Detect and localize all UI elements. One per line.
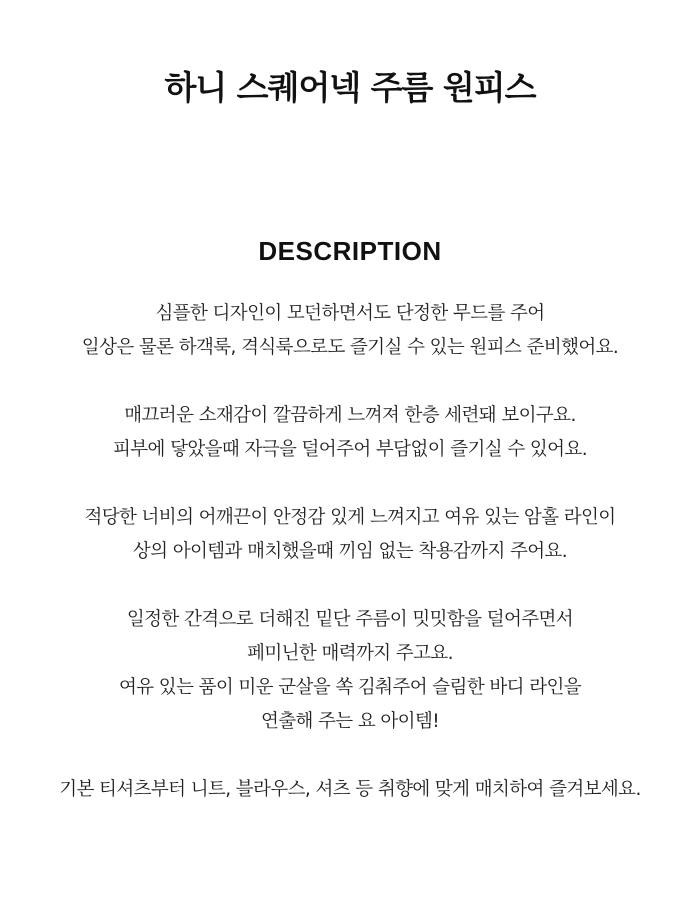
description-paragraph [20, 399, 680, 467]
description-paragraph [20, 297, 680, 365]
description-line: 적당한 너비의 어깨끈이 안정감 있게 느껴지고 여유 있는 암홀 라인이 [84, 507, 616, 528]
description-line: 연출해 주는 요 아이템! [260, 711, 440, 732]
description-line: 매끄러운 소재감이 깔끔하게 느껴져 한층 세련돼 보이구요. [124, 405, 576, 426]
description-line: 페미닌한 매력까지 주고요. [247, 643, 453, 664]
description-line: 심플한 디자인이 모던하면서도 단정한 무드를 주어 [155, 303, 545, 324]
description-heading: DESCRIPTION [258, 236, 442, 266]
description-line: 피부에 닿았을때 자극을 덜어주어 부담없이 즐기실 수 있어요. [112, 439, 588, 460]
description-paragraph [20, 603, 680, 739]
description-line: 일상은 물론 하객룩, 격식룩으로도 즐기실 수 있는 원피스 준비했어요. [81, 337, 619, 358]
description-paragraph [20, 773, 680, 807]
description-paragraph [20, 501, 680, 569]
product-title: 하니 스퀘어넥 주름 원피스 [164, 68, 536, 107]
description-line: 일정한 간격으로 더해진 밑단 주름이 밋밋함을 덜어주면서 [126, 609, 574, 630]
description-line: 여유 있는 품이 미운 군살을 쏙 김춰주어 슬림한 바디 라인을 [118, 677, 582, 698]
description-line: 상의 아이템과 매치했을때 끼임 없는 착용감까지 주어요. [132, 541, 568, 562]
description-line: 기본 티셔츠부터 니트, 블라우스, 셔츠 등 취향에 맞게 매치하여 즐겨보세요. [59, 779, 641, 800]
description-body [20, 297, 680, 807]
